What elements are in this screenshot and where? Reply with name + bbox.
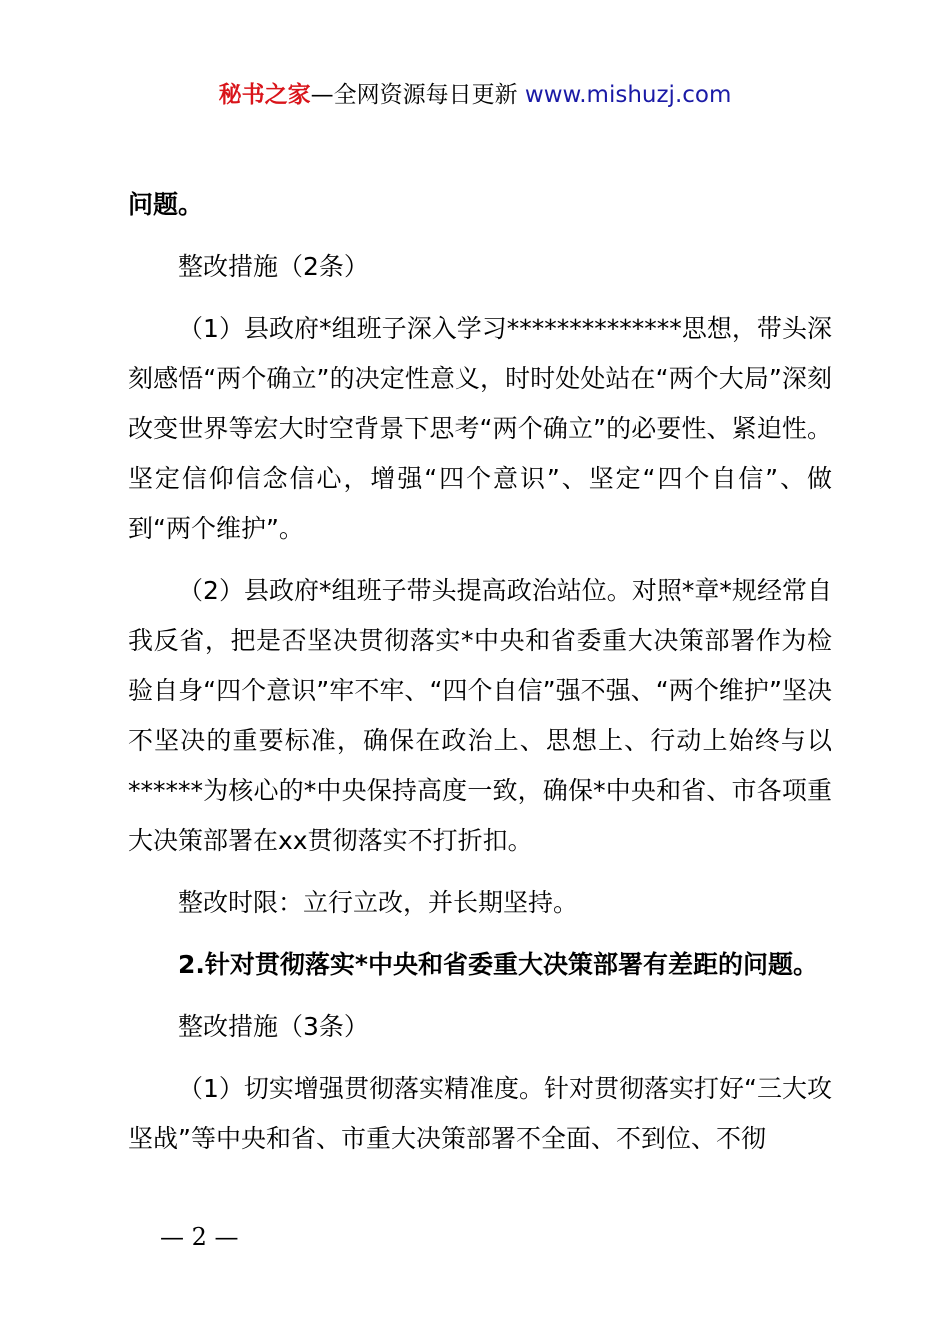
measure-paragraph: （2）县政府*组班子带头提高政治站位。对照*章*规经常自我反省，把是否坚决贯彻落实*中央和省委重大决策部署作为检验自身“四个意识”牢不牢、“四个自信”强不强、“两个维护”坚决不坚决的重要标准，确保在政治上、思想上、行动上始终与以******为核心的*中央保持高度一致，确保*中央和省、市各项重大决策部署在xx贯彻落实不打折扣。	[128, 576, 832, 855]
site-header	[0, 80, 950, 110]
page-number: — 2 —	[160, 1223, 239, 1251]
measures-heading: 整改措施（2条）	[178, 252, 369, 281]
measures-heading: 整改措施（3条）	[178, 1012, 369, 1041]
site-brand: 秘书之家	[218, 82, 311, 108]
site-url-link[interactable]: www.mishuzj.com	[524, 82, 732, 108]
measure-paragraph: （1）县政府*组班子深入学习**************思想，带头深刻感悟“两个确立”的决定性意义，时时处处站在“两个大局”深刻改变世界等宏大时空背景下思考“两个确立”的必要性、紧迫性。坚定信仰信念信心，增强“四个意识”、坚定“四个自信”、做到“两个维护”。	[128, 314, 832, 543]
paragraph-continuation: 问题。	[128, 190, 204, 219]
document-body	[128, 180, 832, 1176]
deadline-paragraph: 整改时限：立行立改，并长期坚持。	[178, 888, 579, 917]
section-heading: 2.针对贯彻落实*中央和省委重大决策部署有差距的问题。	[178, 950, 818, 979]
site-tagline: —全网资源每日更新	[310, 82, 518, 108]
measure-paragraph: （1）切实增强贯彻落实精准度。针对贯彻落实打好“三大攻坚战”等中央和省、市重大决策部署不全面、不到位、不彻	[128, 1074, 832, 1153]
